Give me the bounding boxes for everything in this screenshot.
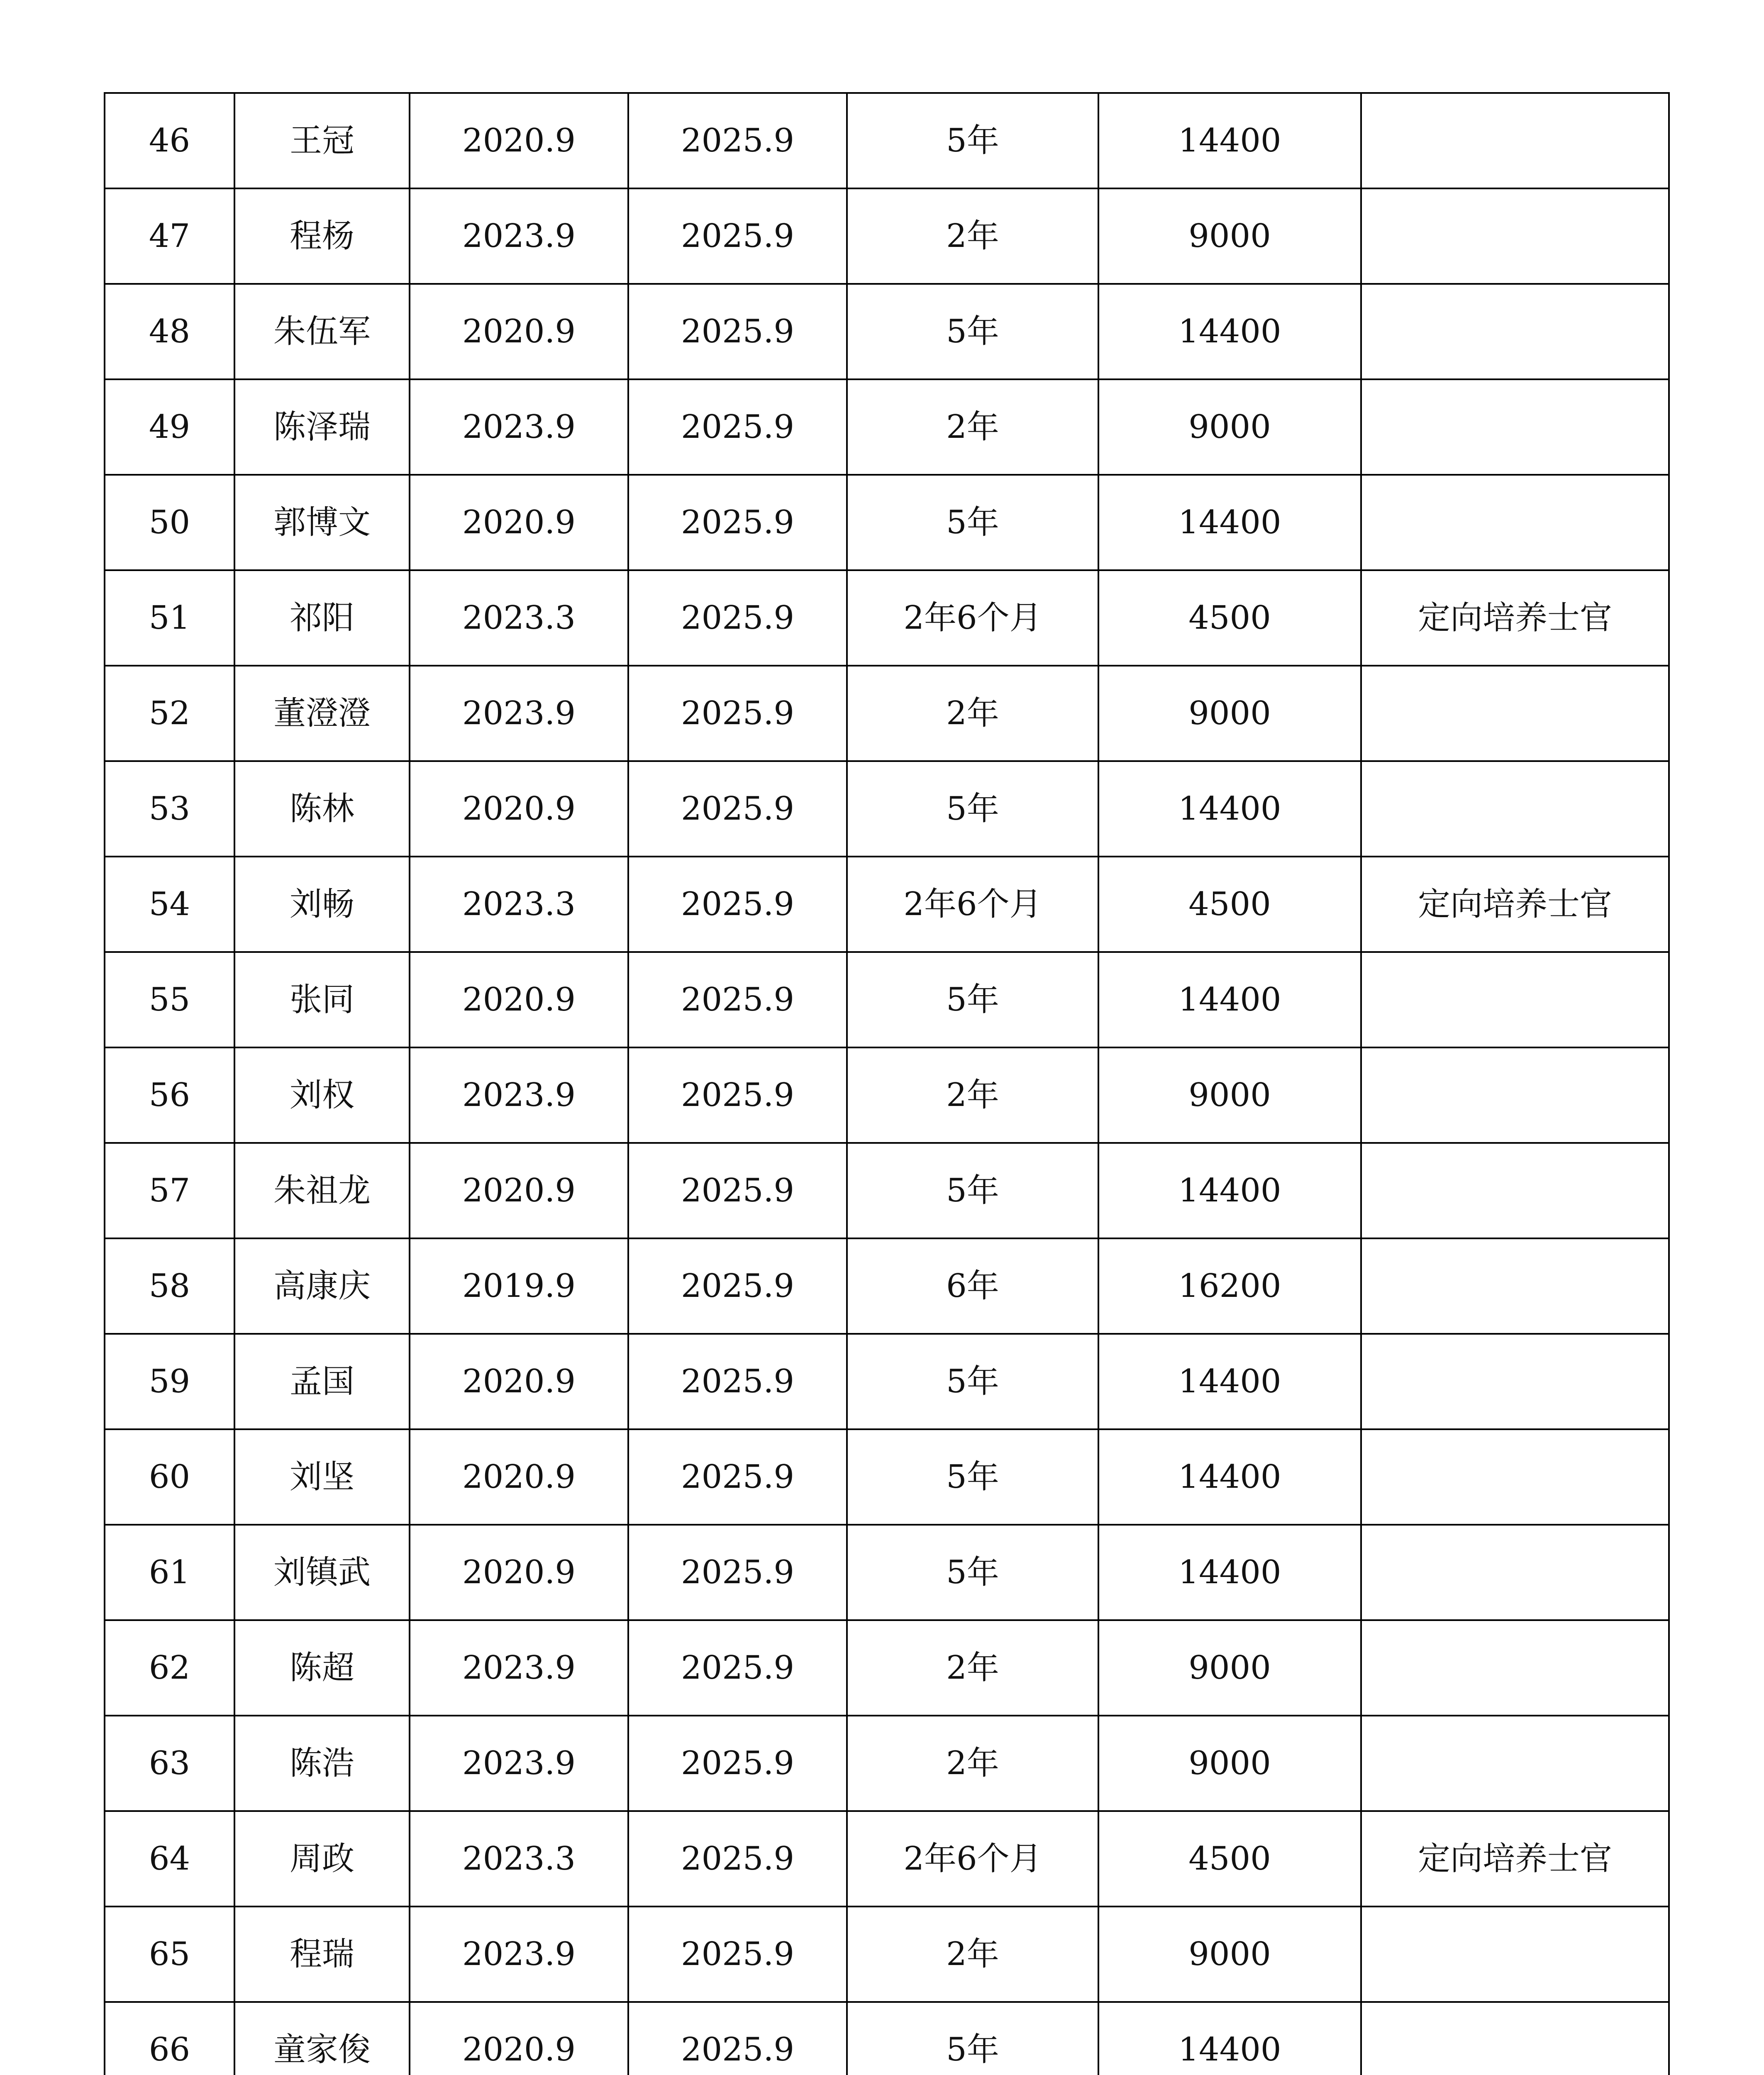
row-number-cell: 53 xyxy=(105,761,234,857)
name-cell: 王冠 xyxy=(234,93,410,188)
start-date-cell: 2023.3 xyxy=(410,1811,628,1907)
table-row xyxy=(105,570,1669,666)
amount-cell: 16200 xyxy=(1098,1238,1361,1334)
table-row xyxy=(105,952,1669,1047)
name-cell: 陈浩 xyxy=(234,1716,410,1811)
start-date-cell: 2023.9 xyxy=(410,1047,628,1143)
start-date-cell: 2023.9 xyxy=(410,1907,628,2002)
row-number-cell: 63 xyxy=(105,1716,234,1811)
remark-cell xyxy=(1361,1525,1669,1620)
table-row xyxy=(105,1620,1669,1716)
name-cell: 刘畅 xyxy=(234,857,410,952)
row-number-cell: 60 xyxy=(105,1429,234,1525)
remark-cell xyxy=(1361,379,1669,475)
duration-cell: 2年6个月 xyxy=(847,1811,1098,1907)
end-date-cell: 2025.9 xyxy=(628,761,847,857)
start-date-cell: 2019.9 xyxy=(410,1238,628,1334)
row-number-cell: 62 xyxy=(105,1620,234,1716)
row-number-cell: 46 xyxy=(105,93,234,188)
table-row xyxy=(105,761,1669,857)
amount-cell: 14400 xyxy=(1098,761,1361,857)
remark-cell: 定向培养士官 xyxy=(1361,570,1669,666)
remark-cell xyxy=(1361,1429,1669,1525)
remark-cell xyxy=(1361,1620,1669,1716)
table-row xyxy=(105,1907,1669,2002)
table-row xyxy=(105,1334,1669,1429)
table-row xyxy=(105,1047,1669,1143)
remark-cell: 定向培养士官 xyxy=(1361,1811,1669,1907)
name-cell: 祁阳 xyxy=(234,570,410,666)
amount-cell: 9000 xyxy=(1098,1047,1361,1143)
amount-cell: 9000 xyxy=(1098,666,1361,761)
start-date-cell: 2023.3 xyxy=(410,857,628,952)
start-date-cell: 2023.9 xyxy=(410,1620,628,1716)
duration-cell: 5年 xyxy=(847,1525,1098,1620)
remark-cell xyxy=(1361,93,1669,188)
end-date-cell: 2025.9 xyxy=(628,284,847,379)
amount-cell: 4500 xyxy=(1098,570,1361,666)
remark-cell xyxy=(1361,188,1669,284)
name-cell: 刘坚 xyxy=(234,1429,410,1525)
amount-cell: 14400 xyxy=(1098,475,1361,570)
duration-cell: 6年 xyxy=(847,1238,1098,1334)
remark-cell: 定向培养士官 xyxy=(1361,857,1669,952)
duration-cell: 2年 xyxy=(847,188,1098,284)
name-cell: 朱伍军 xyxy=(234,284,410,379)
row-number-cell: 65 xyxy=(105,1907,234,2002)
end-date-cell: 2025.9 xyxy=(628,570,847,666)
name-cell: 程瑞 xyxy=(234,1907,410,2002)
end-date-cell: 2025.9 xyxy=(628,1429,847,1525)
row-number-cell: 58 xyxy=(105,1238,234,1334)
table-row xyxy=(105,1716,1669,1811)
start-date-cell: 2023.9 xyxy=(410,1716,628,1811)
table-row xyxy=(105,1811,1669,1907)
row-number-cell: 55 xyxy=(105,952,234,1047)
amount-cell: 9000 xyxy=(1098,188,1361,284)
start-date-cell: 2020.9 xyxy=(410,1143,628,1238)
amount-cell: 14400 xyxy=(1098,2002,1361,2075)
row-number-cell: 47 xyxy=(105,188,234,284)
remark-cell xyxy=(1361,284,1669,379)
amount-cell: 9000 xyxy=(1098,1716,1361,1811)
end-date-cell: 2025.9 xyxy=(628,188,847,284)
name-cell: 陈泽瑞 xyxy=(234,379,410,475)
data-table xyxy=(104,92,1670,2075)
name-cell: 郭博文 xyxy=(234,475,410,570)
remark-cell xyxy=(1361,1238,1669,1334)
table-row xyxy=(105,1143,1669,1238)
table-row xyxy=(105,379,1669,475)
table-row xyxy=(105,284,1669,379)
end-date-cell: 2025.9 xyxy=(628,2002,847,2075)
amount-cell: 14400 xyxy=(1098,1334,1361,1429)
remark-cell xyxy=(1361,2002,1669,2075)
amount-cell: 9000 xyxy=(1098,379,1361,475)
remark-cell xyxy=(1361,666,1669,761)
duration-cell: 5年 xyxy=(847,1143,1098,1238)
end-date-cell: 2025.9 xyxy=(628,1716,847,1811)
duration-cell: 5年 xyxy=(847,761,1098,857)
amount-cell: 14400 xyxy=(1098,1429,1361,1525)
duration-cell: 2年 xyxy=(847,379,1098,475)
name-cell: 刘镇武 xyxy=(234,1525,410,1620)
end-date-cell: 2025.9 xyxy=(628,1907,847,2002)
table-row xyxy=(105,1238,1669,1334)
table-row xyxy=(105,475,1669,570)
duration-cell: 5年 xyxy=(847,475,1098,570)
start-date-cell: 2020.9 xyxy=(410,93,628,188)
name-cell: 童家俊 xyxy=(234,2002,410,2075)
remark-cell xyxy=(1361,761,1669,857)
duration-cell: 5年 xyxy=(847,284,1098,379)
row-number-cell: 49 xyxy=(105,379,234,475)
amount-cell: 14400 xyxy=(1098,1525,1361,1620)
end-date-cell: 2025.9 xyxy=(628,666,847,761)
start-date-cell: 2020.9 xyxy=(410,2002,628,2075)
start-date-cell: 2020.9 xyxy=(410,952,628,1047)
duration-cell: 5年 xyxy=(847,1429,1098,1525)
name-cell: 程杨 xyxy=(234,188,410,284)
table-row xyxy=(105,188,1669,284)
remark-cell xyxy=(1361,1334,1669,1429)
row-number-cell: 48 xyxy=(105,284,234,379)
table-body xyxy=(105,93,1669,2075)
name-cell: 高康庆 xyxy=(234,1238,410,1334)
table-row xyxy=(105,93,1669,188)
end-date-cell: 2025.9 xyxy=(628,1238,847,1334)
duration-cell: 2年 xyxy=(847,1907,1098,2002)
duration-cell: 2年 xyxy=(847,666,1098,761)
end-date-cell: 2025.9 xyxy=(628,1334,847,1429)
row-number-cell: 61 xyxy=(105,1525,234,1620)
duration-cell: 5年 xyxy=(847,1334,1098,1429)
row-number-cell: 64 xyxy=(105,1811,234,1907)
name-cell: 朱祖龙 xyxy=(234,1143,410,1238)
start-date-cell: 2023.9 xyxy=(410,188,628,284)
start-date-cell: 2023.3 xyxy=(410,570,628,666)
start-date-cell: 2020.9 xyxy=(410,1334,628,1429)
name-cell: 周政 xyxy=(234,1811,410,1907)
amount-cell: 14400 xyxy=(1098,952,1361,1047)
row-number-cell: 56 xyxy=(105,1047,234,1143)
end-date-cell: 2025.9 xyxy=(628,952,847,1047)
duration-cell: 2年6个月 xyxy=(847,857,1098,952)
start-date-cell: 2023.9 xyxy=(410,379,628,475)
table-row xyxy=(105,2002,1669,2075)
name-cell: 刘权 xyxy=(234,1047,410,1143)
remark-cell xyxy=(1361,1047,1669,1143)
row-number-cell: 54 xyxy=(105,857,234,952)
end-date-cell: 2025.9 xyxy=(628,1047,847,1143)
duration-cell: 2年6个月 xyxy=(847,570,1098,666)
remark-cell xyxy=(1361,475,1669,570)
amount-cell: 4500 xyxy=(1098,857,1361,952)
table-row xyxy=(105,1429,1669,1525)
amount-cell: 4500 xyxy=(1098,1811,1361,1907)
table-row xyxy=(105,857,1669,952)
remark-cell xyxy=(1361,952,1669,1047)
row-number-cell: 57 xyxy=(105,1143,234,1238)
end-date-cell: 2025.9 xyxy=(628,1811,847,1907)
start-date-cell: 2020.9 xyxy=(410,761,628,857)
amount-cell: 14400 xyxy=(1098,284,1361,379)
end-date-cell: 2025.9 xyxy=(628,379,847,475)
name-cell: 张同 xyxy=(234,952,410,1047)
amount-cell: 14400 xyxy=(1098,93,1361,188)
start-date-cell: 2023.9 xyxy=(410,666,628,761)
remark-cell xyxy=(1361,1143,1669,1238)
amount-cell: 9000 xyxy=(1098,1907,1361,2002)
end-date-cell: 2025.9 xyxy=(628,1143,847,1238)
duration-cell: 2年 xyxy=(847,1047,1098,1143)
duration-cell: 5年 xyxy=(847,2002,1098,2075)
duration-cell: 5年 xyxy=(847,93,1098,188)
amount-cell: 14400 xyxy=(1098,1143,1361,1238)
end-date-cell: 2025.9 xyxy=(628,1525,847,1620)
name-cell: 孟国 xyxy=(234,1334,410,1429)
remark-cell xyxy=(1361,1907,1669,2002)
end-date-cell: 2025.9 xyxy=(628,1620,847,1716)
table-row xyxy=(105,1525,1669,1620)
start-date-cell: 2020.9 xyxy=(410,1429,628,1525)
start-date-cell: 2020.9 xyxy=(410,1525,628,1620)
name-cell: 董澄澄 xyxy=(234,666,410,761)
end-date-cell: 2025.9 xyxy=(628,857,847,952)
row-number-cell: 51 xyxy=(105,570,234,666)
name-cell: 陈林 xyxy=(234,761,410,857)
duration-cell: 2年 xyxy=(847,1716,1098,1811)
end-date-cell: 2025.9 xyxy=(628,475,847,570)
row-number-cell: 66 xyxy=(105,2002,234,2075)
row-number-cell: 59 xyxy=(105,1334,234,1429)
remark-cell xyxy=(1361,1716,1669,1811)
end-date-cell: 2025.9 xyxy=(628,93,847,188)
duration-cell: 2年 xyxy=(847,1620,1098,1716)
row-number-cell: 50 xyxy=(105,475,234,570)
row-number-cell: 52 xyxy=(105,666,234,761)
name-cell: 陈超 xyxy=(234,1620,410,1716)
start-date-cell: 2020.9 xyxy=(410,475,628,570)
amount-cell: 9000 xyxy=(1098,1620,1361,1716)
start-date-cell: 2020.9 xyxy=(410,284,628,379)
duration-cell: 5年 xyxy=(847,952,1098,1047)
table-row xyxy=(105,666,1669,761)
